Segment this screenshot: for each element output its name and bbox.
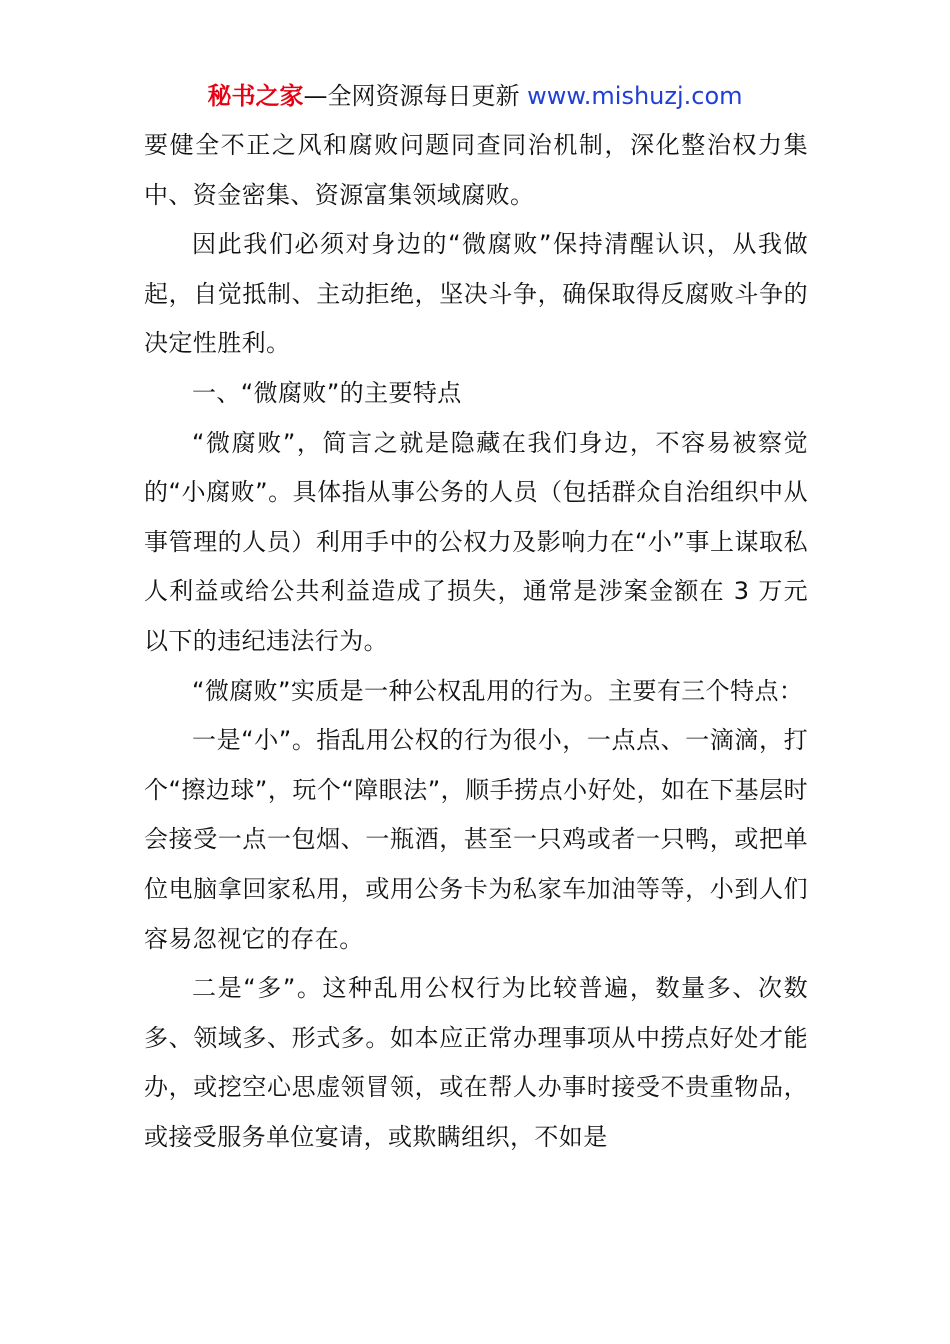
site-url-link[interactable]: www.mishuzj.com	[527, 82, 743, 110]
paragraph: “微腐败”，简言之就是隐藏在我们身边，不容易被察觉的“小腐败”。具体指从事公务的人员（包括群众自治组织中从事管理的人员）利用手中的公权力及影响力在“小”事上谋取私人利益或给公共利益造成了损失，通常是涉案金额在 3 万元以下的违纪违法行为。	[144, 428, 808, 655]
paragraph-continued: 要健全不正之风和腐败问题同查同治机制，深化整治权力集中、资金密集、资源富集领域腐败。	[144, 131, 808, 209]
paragraph: 二是“多”。这种乱用公权行为比较普遍，数量多、次数多、领域多、形式多。如本应正常办理事项从中捞点好处才能办，或挖空心思虚领冒领，或在帮人办事时接受不贵重物品，或接受服务单位宴请，或欺瞒组织，不如是	[144, 974, 808, 1151]
header-tagline: —全网资源每日更新	[303, 82, 528, 110]
section-heading: 一、“微腐败”的主要特点	[192, 378, 462, 407]
brand-name: 秘书之家	[207, 82, 304, 110]
paragraph: 一是“小”。指乱用公权的行为很小，一点点、一滴滴，打个“擦边球”，玩个“障眼法”，顺手捞点小好处，如在下基层时会接受一点一包烟、一瓶酒，甚至一只鸡或者一只鸭，或把单位电脑拿回家私用，或用公务卡为私家车加油等等，小到人们容易忽视它的存在。	[144, 726, 808, 953]
paragraph: “微腐败”实质是一种公权乱用的行为。主要有三个特点：	[192, 676, 804, 705]
document-body	[144, 121, 808, 1162]
paragraph: 因此我们必须对身边的“微腐败”保持清醒认识，从我做起，自觉抵制、主动拒绝，坚决斗争，确保取得反腐败斗争的决定性胜利。	[144, 230, 808, 358]
site-header	[0, 80, 950, 112]
